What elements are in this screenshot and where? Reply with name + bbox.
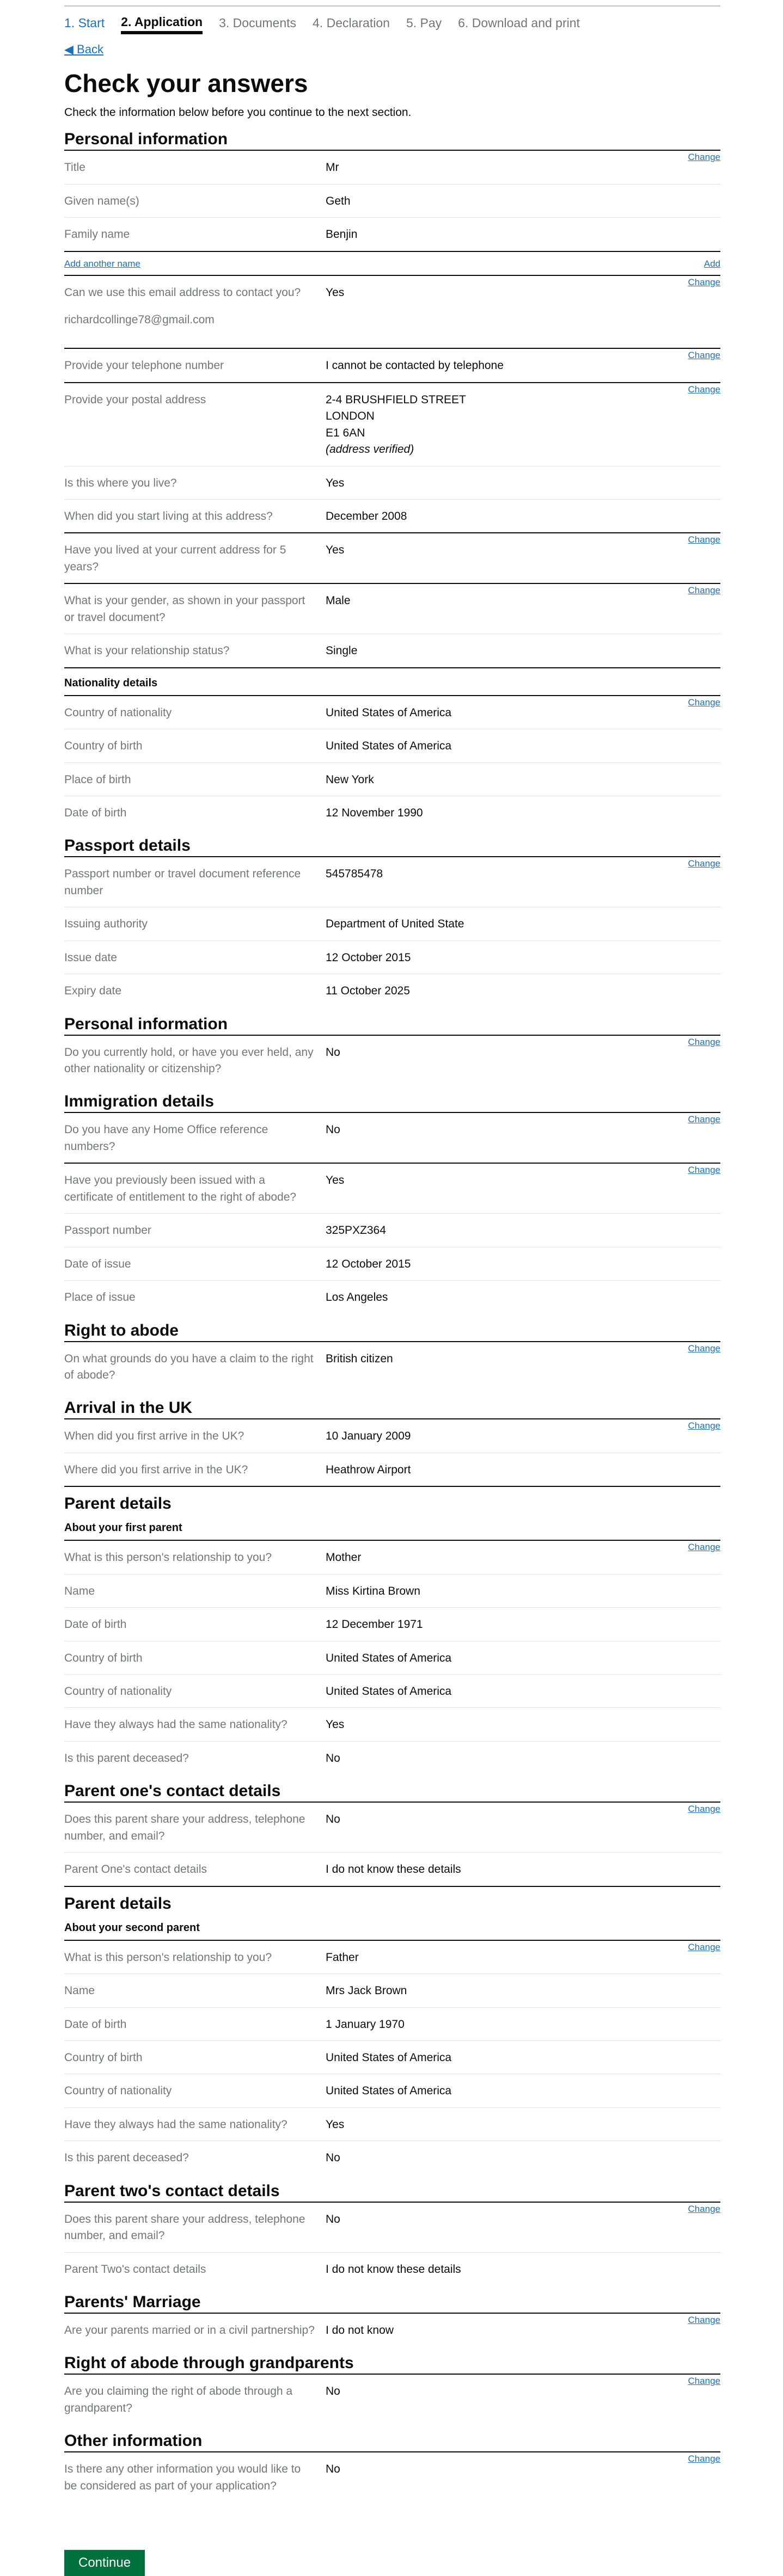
- row-value: No: [326, 1046, 340, 1059]
- summary-row: [64, 2074, 720, 2107]
- summary-row: [64, 151, 720, 184]
- passport-section: [64, 856, 720, 1007]
- summary-row: [64, 2452, 720, 2502]
- row-key: What is your gender, as shown in your passport or travel document?: [64, 594, 305, 624]
- row-value: I do not know these details: [326, 1863, 461, 1876]
- row-value: 545785478: [326, 868, 383, 881]
- summary-row: [64, 500, 720, 532]
- row-key: Date of birth: [64, 806, 127, 819]
- row-value: Single: [326, 644, 358, 657]
- row-value: Mr: [326, 161, 339, 174]
- summary-row: [64, 584, 720, 634]
- email-section: [64, 275, 720, 336]
- continue-button[interactable]: Continue: [64, 2550, 145, 2576]
- row-value: Yes: [326, 476, 345, 489]
- row-key: Date of birth: [64, 2018, 127, 2031]
- row-key: Place of issue: [64, 1291, 136, 1304]
- grandparents-section: [64, 2374, 720, 2424]
- row-key: Name: [64, 1584, 95, 1597]
- row-key: Where did you first arrive in the UK?: [64, 1463, 248, 1476]
- section-heading: Arrival in the UK: [64, 1399, 193, 1417]
- row-value: Miss Kirtina Brown: [326, 1584, 420, 1597]
- summary-row: [64, 1541, 720, 1574]
- summary-row: [64, 1708, 720, 1741]
- row-key: Country of birth: [64, 1651, 143, 1664]
- parent1-section: [64, 1540, 720, 1774]
- change-link[interactable]: Change: [688, 2376, 720, 2387]
- summary-row: [64, 857, 720, 907]
- row-key: When did you start living at this address?: [64, 510, 273, 522]
- row-key: Country of birth: [64, 2051, 143, 2064]
- summary-row: [64, 276, 720, 336]
- summary-row: [64, 696, 720, 729]
- section-heading: Parents' Marriage: [64, 2293, 201, 2311]
- row-value: No: [326, 1813, 340, 1826]
- summary-row: [64, 1641, 720, 1675]
- row-value: Mrs Jack Brown: [326, 1984, 407, 1997]
- section-heading: Other information: [64, 2432, 203, 2450]
- summary-row: [64, 185, 720, 218]
- summary-row: [64, 974, 720, 1007]
- summary-row: [64, 634, 720, 667]
- row-key: Title: [64, 161, 85, 174]
- change-link[interactable]: Change: [688, 2203, 720, 2214]
- add-name-row: [64, 251, 720, 275]
- row-key: Country of nationality: [64, 1685, 172, 1698]
- row-key: Do you currently hold, or have you ever held, any other nationality or citizenship?: [64, 1046, 314, 1075]
- row-value: 12 November 1990: [326, 806, 423, 819]
- summary-row: [64, 2253, 720, 2285]
- row-value: No: [326, 1751, 340, 1765]
- change-link[interactable]: Change: [688, 1941, 720, 1952]
- row-key: Can we use this email address to contact you?: [64, 286, 301, 299]
- section-heading: Passport details: [64, 837, 191, 855]
- row-key: Have you lived at your current address for 5 years?: [64, 544, 286, 573]
- section-heading: Immigration details: [64, 1092, 215, 1111]
- section-heading: Right to abode: [64, 1321, 179, 1339]
- row-key: Have you previously been issued with a certificate of entitlement to the right of abode?: [64, 1174, 297, 1203]
- section-heading: Parent details: [64, 1894, 172, 1913]
- summary-row: [64, 1675, 720, 1708]
- row-key: Given name(s): [64, 194, 139, 207]
- row-key: Do you have any Home Office reference numbers?: [64, 1123, 268, 1153]
- marriage-section: [64, 2313, 720, 2346]
- change-link[interactable]: Change: [688, 1165, 720, 1176]
- change-link[interactable]: Change: [688, 697, 720, 708]
- row-key: On what grounds do you have a claim to the right of abode?: [64, 1352, 314, 1381]
- section-heading: Parent two's contact details: [64, 2181, 280, 2200]
- row-value: No: [326, 2151, 340, 2165]
- row-value: No: [326, 2212, 340, 2225]
- back-link[interactable]: ◀ Back: [64, 42, 103, 56]
- row-key: Place of birth: [64, 773, 131, 786]
- row-key: What is this person's relationship to you?: [64, 1951, 272, 1964]
- change-link[interactable]: Change: [688, 1343, 720, 1354]
- step-documents: 3. Documents: [219, 15, 297, 30]
- intro-text: Check the information below before you continue to the next section.: [64, 106, 412, 119]
- summary-row: [64, 796, 720, 829]
- row-value: Yes: [326, 1718, 345, 1731]
- summary-row: [64, 1742, 720, 1774]
- row-value: United States of America: [326, 2051, 452, 2064]
- row-key: Country of nationality: [64, 706, 172, 719]
- row-value: United States of America: [326, 1651, 452, 1664]
- row-key: Provide your telephone number: [64, 359, 224, 372]
- row-key: Name: [64, 1984, 95, 1997]
- parent1-contact-section: [64, 1802, 720, 1885]
- row-value: Los Angeles: [326, 1291, 388, 1304]
- change-link[interactable]: Change: [688, 152, 720, 163]
- row-value: Yes: [326, 286, 345, 299]
- row-value: No: [326, 1123, 340, 1136]
- row-value: 12 October 2015: [326, 951, 411, 964]
- step-download: 6. Download and print: [458, 15, 580, 30]
- row-value: Benjin: [326, 228, 358, 241]
- step-pay: 5. Pay: [406, 15, 442, 30]
- row-value: Mother: [326, 1551, 362, 1564]
- arrival-section: [64, 1418, 720, 1486]
- row-key: Expiry date: [64, 985, 122, 998]
- row-key: Are you claiming the right of abode through a grandparent?: [64, 2385, 293, 2414]
- row-key: Is this parent deceased?: [64, 1751, 189, 1765]
- row-value: Heathrow Airport: [326, 1463, 411, 1476]
- row-key: Is this where you live?: [64, 476, 177, 489]
- summary-row: [64, 466, 720, 500]
- row-value: 12 December 1971: [326, 1618, 423, 1631]
- summary-row: [64, 2008, 720, 2041]
- summary-row: [64, 218, 720, 250]
- row-value: United States of America: [326, 740, 452, 753]
- row-value: Geth: [326, 194, 351, 207]
- row-value: 10 January 2009: [326, 1430, 411, 1443]
- summary-row: [64, 533, 720, 583]
- row-value: United States of America: [326, 2085, 452, 2098]
- change-link[interactable]: Change: [688, 534, 720, 545]
- row-value: December 2008: [326, 510, 407, 522]
- row-key: Are your parents married or in a civil partnership?: [64, 2324, 315, 2337]
- phone-section: [64, 348, 720, 382]
- row-key: Does this parent share your address, telephone number, and email?: [64, 1813, 305, 1842]
- step-navigation: [64, 7, 720, 37]
- summary-row: [64, 2203, 720, 2253]
- summary-row: [64, 2375, 720, 2424]
- summary-row: [64, 1281, 720, 1313]
- change-link[interactable]: Change: [688, 350, 720, 361]
- change-link[interactable]: Change: [688, 1114, 720, 1125]
- row-value: Yes: [326, 544, 345, 557]
- summary-row: [64, 2041, 720, 2074]
- change-link[interactable]: Change: [688, 858, 720, 869]
- summary-row: [64, 1453, 720, 1486]
- summary-row: [64, 383, 720, 466]
- change-link[interactable]: Change: [688, 384, 720, 395]
- row-key: Issue date: [64, 951, 117, 964]
- row-value: No: [326, 2385, 340, 2398]
- change-link[interactable]: Change: [688, 1804, 720, 1815]
- row-value: No: [326, 2463, 340, 2476]
- summary-row: [64, 1803, 720, 1853]
- summary-row: [64, 1113, 720, 1163]
- summary-row: [64, 1419, 720, 1453]
- row-key: Date of issue: [64, 1257, 131, 1270]
- section-heading: Parent details: [64, 1495, 172, 1513]
- other-section: [64, 2451, 720, 2502]
- summary-row: [64, 349, 720, 382]
- divider: [64, 667, 720, 668]
- email-address: richardcollinge78@gmail.com: [64, 313, 215, 326]
- row-value: United States of America: [326, 1685, 452, 1698]
- row-value: United States of America: [326, 706, 452, 719]
- summary-row: [64, 941, 720, 974]
- row-key: Country of nationality: [64, 2085, 172, 2098]
- postal-section: [64, 382, 720, 533]
- row-value: I cannot be contacted by telephone: [326, 359, 504, 372]
- row-key: Does this parent share your address, telephone number, and email?: [64, 2212, 305, 2242]
- divider: [64, 1886, 720, 1887]
- back-arrow-icon: ◀: [64, 42, 77, 56]
- summary-row: [64, 1214, 720, 1247]
- row-value: 12 October 2015: [326, 1257, 411, 1270]
- summary-row: [64, 1853, 720, 1885]
- divider: [64, 1486, 720, 1487]
- row-key: What is this person's relationship to you?: [64, 1551, 272, 1564]
- row-key: Is this parent deceased?: [64, 2151, 189, 2165]
- parent2-section: [64, 1940, 720, 2174]
- row-key: Provide your postal address: [64, 393, 206, 406]
- row-key: Is there any other information you would like to be considered as part of your application?: [64, 2463, 301, 2492]
- change-link[interactable]: Change: [688, 2315, 720, 2325]
- row-value: I do not know: [326, 2324, 394, 2337]
- postal-address: 2-4 BRUSHFIELD STREET LONDON E1 6AN (address verified): [326, 392, 720, 458]
- section-heading: Personal information: [64, 130, 228, 149]
- summary-row: [64, 1164, 720, 1214]
- parent2-contact-section: [64, 2202, 720, 2285]
- row-value: Male: [326, 594, 351, 607]
- subsection-heading: About your first parent: [64, 1522, 182, 1534]
- other-nationality-section: [64, 1035, 720, 1085]
- row-value: Yes: [326, 2118, 345, 2131]
- row-value: Department of United State: [326, 918, 464, 931]
- immigration-section: [64, 1112, 720, 1163]
- row-key: Have they always had the same nationality?: [64, 2118, 287, 2131]
- page-title: Check your answers: [64, 69, 308, 97]
- row-key: Country of birth: [64, 740, 143, 753]
- row-value: 325PXZ364: [326, 1224, 386, 1237]
- change-link[interactable]: Change: [688, 276, 720, 287]
- section-heading: Parent one's contact details: [64, 1782, 281, 1800]
- row-key: Parent Two's contact details: [64, 2263, 206, 2276]
- summary-row: [64, 2314, 720, 2346]
- certificate-section: [64, 1163, 720, 1313]
- summary-row: [64, 1036, 720, 1085]
- row-value: 11 October 2025: [326, 985, 410, 998]
- row-key: When did you first arrive in the UK?: [64, 1430, 244, 1443]
- row-key: What is your relationship status?: [64, 644, 230, 657]
- summary-row: [64, 2141, 720, 2174]
- summary-row: [64, 2108, 720, 2141]
- step-declaration: 4. Declaration: [313, 15, 390, 30]
- main-content: [64, 0, 720, 2576]
- subsection-heading: Nationality details: [64, 677, 158, 689]
- row-value: Father: [326, 1951, 359, 1964]
- row-key: Have they always had the same nationality?: [64, 1718, 287, 1731]
- row-key: Family name: [64, 228, 130, 241]
- nationality-section: [64, 695, 720, 829]
- row-value: 1 January 1970: [326, 2018, 405, 2031]
- abode-section: [64, 1341, 720, 1392]
- personal-section: [64, 150, 720, 250]
- change-link[interactable]: Change: [688, 1542, 720, 1553]
- add-link[interactable]: Add: [704, 258, 720, 269]
- row-value: New York: [326, 773, 374, 786]
- change-link[interactable]: Change: [688, 1421, 720, 1431]
- add-another-name-link[interactable]: Add another name: [64, 258, 140, 269]
- gender-section: [64, 583, 720, 667]
- row-value: British citizen: [326, 1352, 393, 1365]
- summary-row: [64, 907, 720, 940]
- row-key: Passport number or travel document reference number: [64, 868, 301, 897]
- summary-row: [64, 1974, 720, 2007]
- summary-row: [64, 763, 720, 796]
- change-link[interactable]: Change: [688, 2454, 720, 2464]
- summary-row: [64, 1575, 720, 1608]
- summary-row: [64, 729, 720, 763]
- step-start[interactable]: 1. Start: [64, 15, 105, 30]
- row-key: Issuing authority: [64, 918, 148, 931]
- section-heading: Personal information: [64, 1015, 228, 1033]
- address-verified-note: (address verified): [326, 443, 414, 456]
- row-value: Yes: [326, 1174, 345, 1187]
- summary-row: [64, 1941, 720, 1974]
- change-link[interactable]: Change: [688, 1036, 720, 1047]
- summary-row: [64, 1342, 720, 1392]
- row-key: Parent One's contact details: [64, 1863, 207, 1876]
- summary-row: [64, 1247, 720, 1281]
- row-key: Passport number: [64, 1224, 151, 1237]
- five-years-section: [64, 532, 720, 583]
- row-key: Date of birth: [64, 1618, 127, 1631]
- subsection-heading: About your second parent: [64, 1921, 200, 1934]
- summary-row: [64, 1608, 720, 1641]
- row-value: I do not know these details: [326, 2263, 461, 2276]
- step-application: 2. Application: [121, 11, 203, 34]
- section-heading: Right of abode through grandparents: [64, 2354, 354, 2372]
- change-link[interactable]: Change: [688, 585, 720, 596]
